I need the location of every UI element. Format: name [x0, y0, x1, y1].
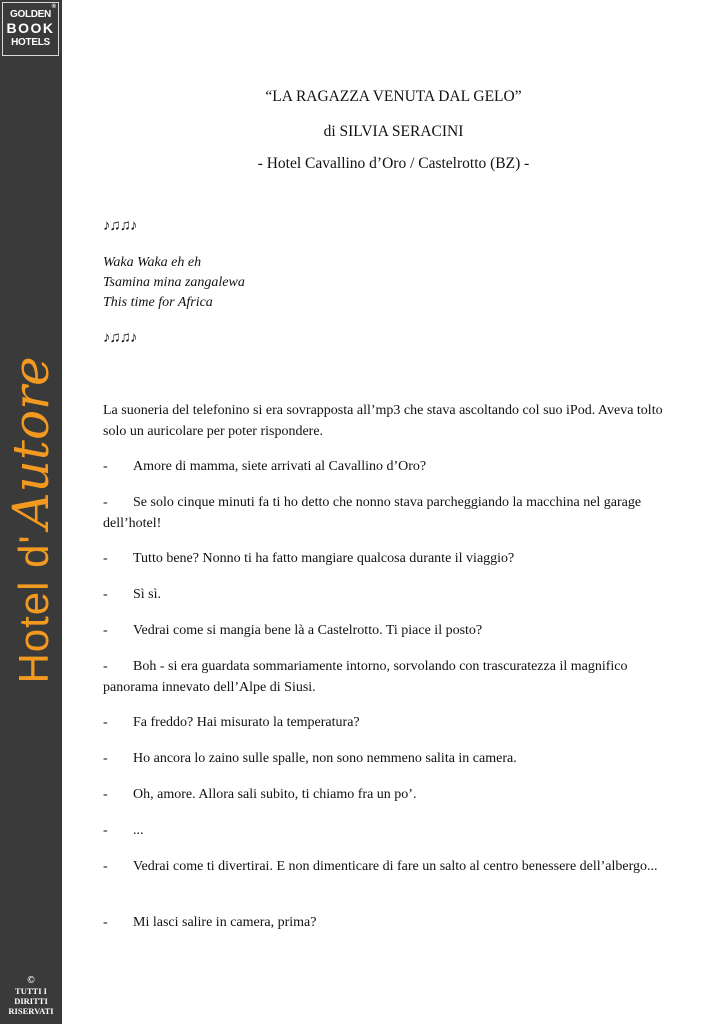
copyright-notice [0, 976, 62, 1016]
dialogue-dash: - [103, 787, 108, 802]
dialogue-dash: - [103, 715, 108, 730]
golden-book-hotels-logo [2, 2, 59, 56]
dialogue-text: Vedrai come si mangia bene là a Castelrotto. Ti piace il posto? [133, 623, 483, 638]
dialogue-text: Boh - si era guardata sommariamente intorno, sorvolando con trascuratezza il magnifico panorama innevato dell’Alpe di Siusi. [103, 659, 628, 695]
dialogue-line [103, 656, 663, 698]
dialogue-text: Fa freddo? Hai misurato la temperatura? [133, 715, 360, 730]
dialogue-text: Mi lasci salire in camera, prima? [133, 915, 317, 930]
music-notes-icon: ♪♫♫♪ [103, 330, 137, 346]
vertical-title-autore: Autore [2, 356, 60, 529]
copyright-icon: © [27, 975, 35, 986]
dialogue-line [103, 856, 663, 877]
vertical-title-hotel: Hotel d' [10, 534, 57, 684]
dialogue-text: ... [133, 823, 144, 838]
dialogue-line [103, 492, 663, 534]
hotel-d-autore-vertical-title [2, 356, 60, 683]
dialogue-dash: - [103, 859, 108, 874]
dialogue-dash: - [103, 495, 108, 510]
dialogue-text: Sì sì. [133, 587, 162, 602]
lyric-line: This time for Africa [103, 295, 213, 310]
dialogue-dash: - [103, 551, 108, 566]
music-notes-icon: ♪♫♫♪ [103, 218, 137, 234]
rights-line-1: TUTTI I [15, 986, 47, 996]
lyric-line: Tsamina mina zangalewa [103, 275, 245, 290]
dialogue-line [103, 620, 663, 641]
dialogue-line [103, 820, 663, 841]
story-hotel: - Hotel Cavallino d’Oro / Castelrotto (BZ) - [257, 155, 530, 172]
sidebar [0, 0, 62, 1024]
logo-line-3: HOTELS [11, 37, 50, 48]
dialogue-text: Tutto bene? Nonno ti ha fatto mangiare qualcosa durante il viaggio? [133, 551, 515, 566]
registered-mark: ® [51, 4, 56, 10]
dialogue-line [103, 584, 663, 605]
logo-line-2: BOOK [6, 20, 55, 36]
dialogue-dash: - [103, 659, 108, 674]
dialogue-text: Se solo cinque minuti fa ti ho detto che nonno stava parcheggiando la macchina nel garage dell’hotel! [103, 495, 642, 531]
dialogue-text: Oh, amore. Allora sali subito, ti chiamo fra un po’. [133, 787, 417, 802]
dialogue-dash: - [103, 459, 108, 474]
dialogue-line [103, 748, 663, 769]
dialogue-dash: - [103, 587, 108, 602]
dialogue-line [103, 548, 663, 569]
logo-line-1: GOLDEN [10, 9, 51, 20]
story-title: “LA RAGAZZA VENUTA DAL GELO” [265, 88, 522, 105]
lyric-line: Waka Waka eh eh [103, 255, 202, 270]
story-author: di SILVIA SERACINI [323, 123, 464, 140]
rights-line-3: RISERVATI [8, 1006, 54, 1016]
rights-line-2: DIRITTI [14, 996, 48, 1006]
dialogue-line [103, 712, 663, 733]
dialogue-line [103, 456, 663, 477]
dialogue-line [103, 912, 663, 933]
dialogue-line [103, 784, 663, 805]
dialogue-dash: - [103, 623, 108, 638]
intro-paragraph: La suoneria del telefonino si era sovrapposta all’mp3 che stava ascoltando col suo iPod. Aveva tolto solo un auricolare per poter rispondere. [103, 403, 663, 439]
dialogue-dash: - [103, 751, 108, 766]
dialogue-dash: - [103, 823, 108, 838]
dialogue-text: Vedrai come ti divertirai. E non dimenticare di fare un salto al centro benessere dell’albergo... [133, 859, 658, 874]
dialogue-dash: - [103, 915, 108, 930]
dialogue-text: Amore di mamma, siete arrivati al Cavallino d’Oro? [133, 459, 427, 474]
dialogue-text: Ho ancora lo zaino sulle spalle, non sono nemmeno salita in camera. [133, 751, 517, 766]
song-lyrics [103, 253, 245, 313]
